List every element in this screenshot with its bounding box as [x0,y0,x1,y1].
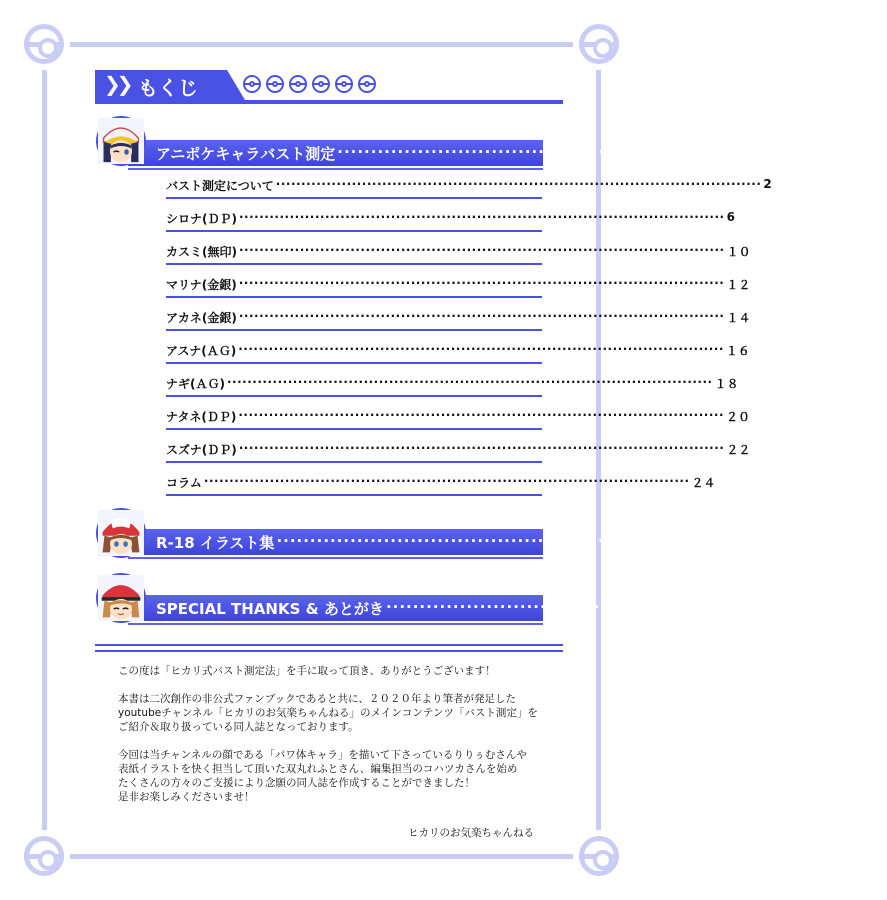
toc-entry[interactable]: コラム ································································································ ２４ [166,474,716,490]
corner-ball-icon [579,24,619,64]
page-title: もくじ [138,76,198,100]
frame-top-line [70,42,573,47]
corner-ball-icon [24,836,64,876]
pokeball-icon [289,75,307,93]
section-label: SPECIAL THANKS & あとがき [156,600,384,618]
toc-entry[interactable]: アスナ(ＡＧ) ································································································ １６ [166,342,750,358]
chevron-right-icon: ❯❯ [104,72,130,96]
section-banner[interactable]: R-18 イラスト集 ······································································ ２７ [128,529,543,555]
section-page: 2 [808,143,819,161]
entry-underline [166,230,542,232]
avatar [96,508,146,558]
section-page: ２７ [747,534,778,552]
avatar [96,116,146,166]
section-banner[interactable]: アニポケキャラバスト測定 ······································································ 2 [128,140,543,166]
toc-entry[interactable]: ナタネ(ＤＰ) ································································································ ２０ [166,408,751,424]
toc-entry[interactable]: バスト測定について ································································································ 2 [166,177,772,193]
section-label: アニポケキャラバスト測定 [156,145,336,163]
section-page: ４０ [856,600,887,618]
frame-left-line [42,70,47,830]
signature: ヒカリのお気楽ちゃんねる [408,827,534,839]
intro-paragraph-2: 本書は二次創作の非公式ファンブックであると共に、２０２０年より筆者が発足した youtubeチャンネル「ヒカリのお気楽ちゃんねる」のメインコンテンツ「バスト測定」を ご紹介＆取り扱っている同人誌となっております。 [118,693,538,733]
divider [95,650,563,652]
pokeball-icon [243,75,261,93]
entry-underline [166,494,542,496]
pokeball-icon [312,75,330,93]
entry-underline [166,428,542,430]
pokeball-icon [358,75,376,93]
pokeball-icon [266,75,284,93]
section-banner[interactable]: SPECIAL THANKS & あとがき ······································································ ４０ [128,595,543,621]
entry-underline [166,362,542,364]
corner-ball-icon [24,24,64,64]
entry-underline [166,263,542,265]
avatar [96,573,146,623]
toc-entry[interactable]: カスミ(無印) ································································································ １０ [166,243,751,259]
header-underline [95,100,563,104]
entry-underline [166,197,542,199]
toc-entry[interactable]: スズナ(ＤＰ) ································································································ ２２ [166,441,751,457]
section-label: R-18 イラスト集 [156,534,275,552]
entry-underline [166,296,542,298]
entry-underline [166,461,542,463]
divider [95,644,563,646]
intro-paragraph-1: この度は「ヒカリ式バスト測定法」を手に取って頂き、ありがとうございます！ [118,665,496,677]
frame-bottom-line [70,854,573,859]
intro-paragraph-3: 今回は当チャンネルの顔である「パワ体キャラ」を描いて下さっているりりぅむさんや 表紙イラストを快く担当して頂いた双丸れふとさん、編集担当のコハツカさんを始め たくさんの方々のご支援により念願の同人誌を作成することができました！ 是非お楽しみくださいませ！ [118,749,527,803]
pokeball-icon [335,75,353,93]
entry-underline [166,329,542,331]
entry-underline [166,395,542,397]
toc-entry[interactable]: ナギ(ＡＧ) ································································································ １８ [166,375,739,391]
toc-entry[interactable]: シロナ(ＤＰ) ································································································ 6 [166,210,735,226]
corner-ball-icon [579,836,619,876]
toc-entry[interactable]: アカネ(金銀) ································································································ １４ [166,309,751,325]
toc-entry[interactable]: マリナ(金銀) ································································································ １２ [166,276,751,292]
